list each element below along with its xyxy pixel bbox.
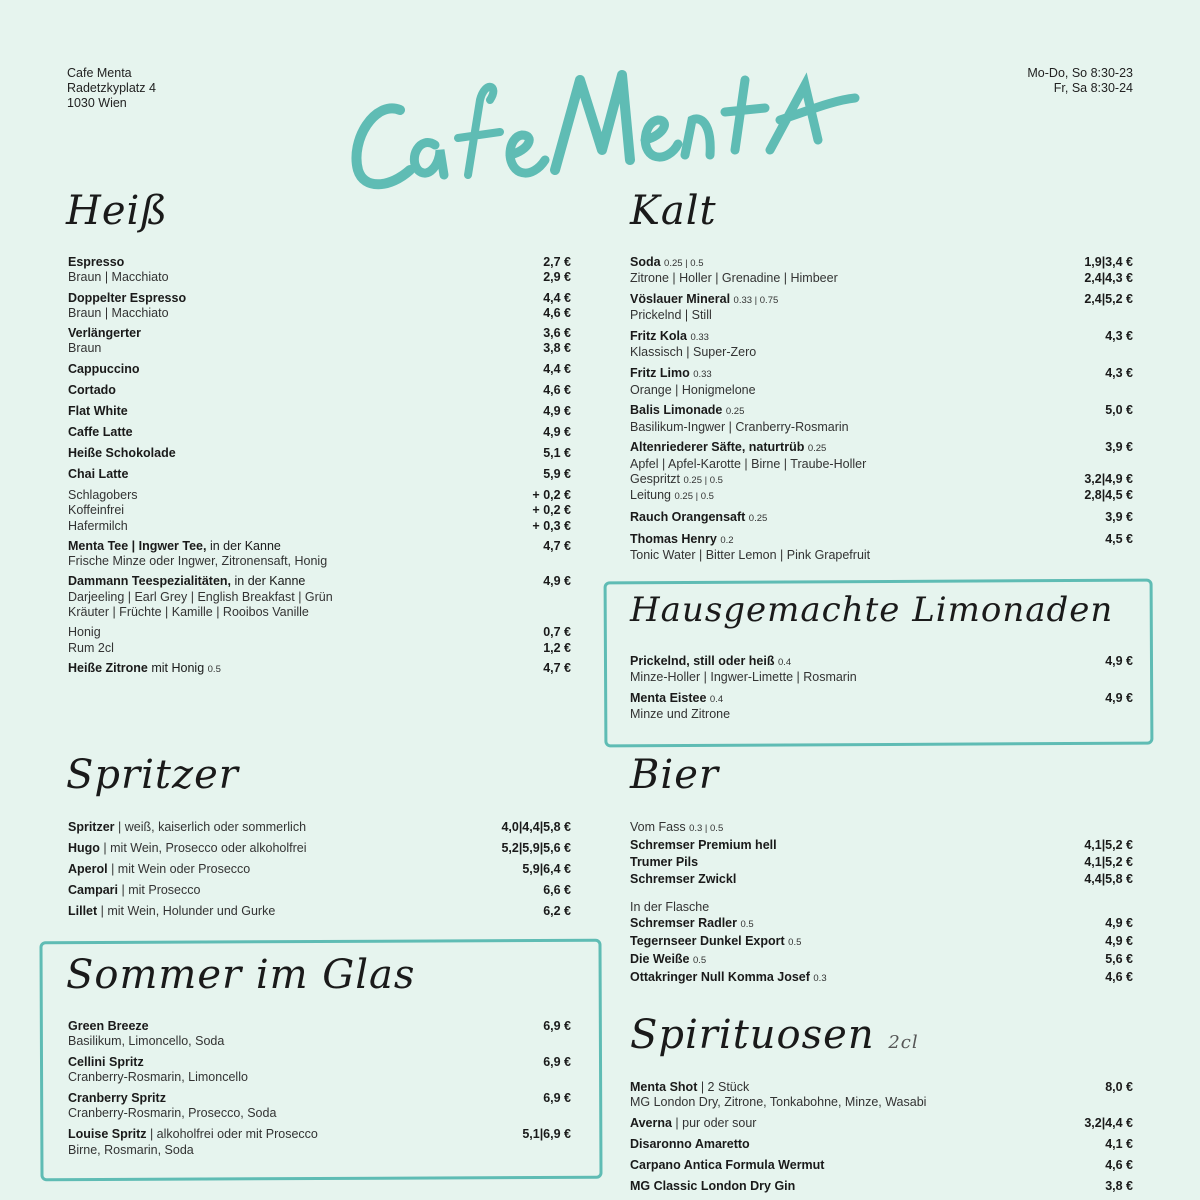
item-price: 4,6 € (1105, 970, 1133, 985)
menu-item (68, 841, 571, 856)
item-price: 2,4|5,2 € (1084, 292, 1133, 307)
menu-item (630, 1137, 1133, 1152)
extra-label: Schlagobers (68, 488, 138, 502)
hours-line: Mo-Do, So 8:30-23 (1027, 66, 1133, 80)
item-sub: Klassisch | Super-Zero (630, 345, 757, 360)
menu-item (630, 532, 1133, 564)
item-name: Spritzer (68, 820, 115, 834)
item-name: Vöslauer Mineral (630, 292, 731, 307)
item-name: Fritz Limo (630, 366, 690, 381)
item-name: Verlängerter (68, 326, 141, 341)
item-size: 0.5 (207, 663, 221, 675)
sommer-list (68, 1019, 571, 1158)
item-size: 0.25 | 0.5 (674, 491, 714, 503)
menu-item (68, 862, 571, 877)
item-name: Schremser Zwickl (630, 871, 737, 886)
item-sub: Braun (68, 341, 102, 356)
item-sub: Minze-Holler | Ingwer-Limette | Rosmarin (630, 670, 857, 685)
fass-label: Vom Fass (630, 820, 686, 834)
item-name: Aperol (68, 861, 108, 876)
item-sub-price: 2,9 € (543, 270, 571, 285)
item-name: Louise Spritz (68, 1127, 147, 1142)
item-price: 5,2|5,9|5,6 € (501, 840, 571, 855)
section-title-bier: Bier (630, 752, 719, 798)
menu-item (68, 362, 571, 377)
item-price: 3,9 € (1105, 510, 1133, 525)
item-price: 3,2|4,9 € (1084, 472, 1133, 487)
addon-label: Honig (68, 625, 101, 640)
item-price: 4,1|5,2 € (1084, 854, 1133, 869)
item-name: Rauch Orangensaft (630, 510, 746, 525)
item-price: 4,9 € (1105, 934, 1133, 949)
fass-size: 0.3 | 0.5 (689, 823, 724, 834)
item-desc: | mit Wein, Holunder und Gurke (97, 903, 276, 918)
item-name: Soda (630, 255, 661, 269)
item-name: Doppelter Espresso (68, 290, 187, 305)
cafe-menta-logo (340, 40, 870, 220)
addons-list (68, 625, 571, 656)
menu-item (68, 291, 571, 322)
item-sub: MG London Dry, Zitrone, Tonkabohne, Minze, Wasabi (630, 1095, 927, 1110)
item-size: 0.4 (709, 694, 724, 706)
menu-item (68, 446, 571, 461)
menu-item (68, 383, 571, 398)
item-label: Gespritzt (630, 472, 681, 487)
item-name: Menta Shot (630, 1080, 698, 1094)
menu-item (68, 425, 571, 440)
extra-label: Hafermilch (68, 518, 128, 533)
item-price: 3,8 € (1105, 1179, 1133, 1194)
menu-item (630, 952, 1133, 968)
item-price: 4,6 € (1105, 1158, 1133, 1173)
item-price: 5,0 € (1105, 403, 1133, 418)
extra-price: + 0,3 € (532, 518, 571, 533)
menu-item (630, 1179, 1133, 1194)
item-sub: Apfel | Apfel-Karotte | Birne | Traube-Holler (630, 456, 867, 471)
menu-item-tee (68, 539, 571, 570)
item-sub: Cranberry-Rosmarin, Limoncello (68, 1070, 248, 1085)
extras-list (68, 488, 571, 534)
item-name: Heiße Schokolade (68, 445, 176, 460)
item-size: 0.33 (690, 332, 709, 344)
item-price: 6,9 € (543, 1019, 571, 1033)
menu-item (630, 838, 1133, 853)
item-price: 4,4 € (543, 290, 571, 305)
section-title-kalt: Kalt (630, 188, 717, 234)
item-suffix: in der Kanne (206, 538, 281, 553)
item-name: Cellini Spritz (68, 1055, 144, 1070)
menu-item (68, 904, 571, 919)
item-sub-price: 2,4|4,3 € (1084, 271, 1133, 286)
item-price: 4,3 € (1105, 366, 1133, 381)
item-name: Carpano Antica Formula Wermut (630, 1158, 825, 1173)
heiss-list (68, 255, 571, 677)
item-size: 0.2 (720, 534, 734, 546)
item-price: 8,0 € (1105, 1080, 1133, 1094)
item-name: Prickelnd, still oder heiß (630, 654, 775, 668)
item-label: Leitung (630, 488, 672, 503)
item-size: 0.25 | 0.5 (664, 258, 704, 269)
extra-label: Koffeinfrei (68, 503, 125, 518)
menu-item (630, 654, 1133, 686)
menu-item (68, 255, 571, 286)
section-title-spritzer: Spritzer (66, 752, 239, 798)
item-size: 0.25 | 0.5 (683, 475, 723, 487)
item-sub: Basilikum-Ingwer | Cranberry-Rosmarin (630, 419, 849, 434)
item-name: Hugo (68, 840, 100, 855)
item-price: 4,4 € (543, 361, 571, 376)
item-name: Green Breeze (68, 1019, 149, 1033)
menu-item (630, 855, 1133, 870)
item-price: 4,9 € (1105, 916, 1133, 931)
menu-item (630, 970, 1133, 986)
item-name: Menta Eistee (630, 691, 707, 706)
item-desc: | alkoholfrei oder mit Prosecco (146, 1127, 318, 1142)
item-sub: Minze und Zitrone (630, 707, 731, 722)
item-name: Cranberry Spritz (68, 1091, 166, 1106)
item-name: Cappuccino (68, 361, 140, 376)
item-price: 4,9 € (543, 403, 571, 418)
section-title-heiss: Heiß (66, 188, 169, 234)
menu-item (630, 916, 1133, 932)
item-sub: Tonic Water | Bitter Lemon | Pink Grapefruit (630, 548, 871, 563)
bier-list (630, 820, 1133, 987)
item-name: Altenriederer Säfte, naturtrüb (630, 440, 805, 455)
menu-item (630, 872, 1133, 887)
address-line: Cafe Menta (67, 66, 132, 80)
menu-item (630, 1158, 1133, 1173)
kalt-list (630, 255, 1133, 564)
item-name: Balis Limonade (630, 403, 723, 418)
item-name: Dammann Teespezialitäten, (68, 574, 232, 589)
address-line: 1030 Wien (67, 96, 127, 110)
item-size: 0.25 (807, 443, 827, 455)
opening-hours (1027, 66, 1133, 96)
item-suffix: in der Kanne (231, 574, 306, 589)
menu-item (68, 326, 571, 357)
item-name: Thomas Henry (630, 531, 717, 546)
item-name: Flat White (68, 403, 128, 418)
item-name: Caffe Latte (68, 424, 133, 439)
item-name: Espresso (68, 255, 125, 269)
item-name: Schremser Premium hell (630, 837, 777, 852)
menu-item (68, 404, 571, 419)
item-desc: | mit Prosecco (118, 882, 201, 897)
addon-label: Rum 2cl (68, 640, 114, 655)
item-name: Chai Latte (68, 466, 129, 481)
item-sub: Braun | Macchiato (68, 270, 169, 285)
limonaden-list (630, 654, 1133, 723)
item-price: 5,9|6,4 € (522, 861, 571, 876)
item-price: 5,9 € (543, 466, 571, 481)
item-desc: | 2 Stück (697, 1080, 750, 1094)
item-sub: Darjeeling | Earl Grey | English Breakfast | Grün (68, 589, 333, 604)
item-price: 3,2|4,4 € (1084, 1116, 1133, 1131)
item-name: Menta Tee | Ingwer Tee, (68, 538, 207, 553)
item-price: 2,7 € (543, 255, 571, 269)
item-name: Trumer Pils (630, 854, 699, 869)
item-desc: | pur oder sour (671, 1116, 757, 1131)
item-sub: Prickelnd | Still (630, 308, 712, 323)
item-sub: Kräuter | Früchte | Kamille | Rooibos Vanille (68, 605, 309, 620)
bier-flasche-heading (630, 900, 1133, 915)
item-price: 1,9|3,4 € (1084, 255, 1133, 269)
item-name: MG Classic London Dry Gin (630, 1179, 796, 1194)
menu-item-zitrone (68, 661, 571, 677)
menu-item (630, 292, 1133, 324)
item-size: 0.33 | 0.75 (733, 295, 779, 307)
section-title-limonaden: Hausgemachte Limonaden (630, 590, 1114, 630)
address-line: Radetzkyplatz 4 (67, 81, 156, 95)
menu-item (630, 934, 1133, 950)
spirituosen-title-text: Spirituosen (630, 1012, 875, 1058)
item-sub: Basilikum, Limoncello, Soda (68, 1034, 225, 1049)
menu-item (630, 255, 1133, 287)
item-price: 6,9 € (543, 1091, 571, 1106)
flasche-label: In der Flasche (630, 899, 710, 914)
menu-item (630, 329, 1133, 361)
item-price: 5,6 € (1105, 952, 1133, 967)
item-size: 0.5 (788, 937, 802, 949)
item-price: 4,9 € (543, 424, 571, 439)
item-sub: Braun | Macchiato (68, 305, 169, 320)
spirituosen-list (630, 1080, 1133, 1194)
menu-item (68, 1055, 571, 1086)
item-size: 0.3 (813, 973, 827, 985)
item-price: 3,9 € (1105, 440, 1133, 455)
item-name: Tegernseer Dunkel Export (630, 934, 785, 949)
extra-price: + 0,2 € (532, 488, 571, 502)
item-size: 0.4 (777, 657, 792, 668)
item-name: Die Weiße (630, 952, 690, 967)
addon-price: 1,2 € (543, 640, 571, 655)
item-price: 4,1|5,2 € (1084, 837, 1133, 852)
item-price: 6,2 € (543, 903, 571, 918)
item-price: 3,6 € (543, 326, 571, 341)
menu-item (68, 1091, 571, 1122)
item-sub: Orange | Honigmelone (630, 382, 756, 397)
item-desc: | weiß, kaiserlich oder sommerlich (114, 820, 307, 834)
menu-item (630, 366, 1133, 398)
item-price: 4,0|4,4|5,8 € (501, 820, 571, 834)
item-price: 4,4|5,8 € (1084, 871, 1133, 886)
spritzer-list (68, 820, 571, 919)
menu-item (630, 1116, 1133, 1131)
menu-item (630, 691, 1133, 723)
item-size: 0.5 (740, 919, 754, 931)
item-sub: Zitrone | Holler | Grenadine | Himbeer (630, 271, 838, 286)
item-price: 6,6 € (543, 882, 571, 897)
item-price: 4,1 € (1105, 1137, 1133, 1152)
item-price: 2,8|4,5 € (1084, 488, 1133, 503)
menu-item (68, 820, 571, 835)
item-size: 0.33 (693, 369, 712, 381)
item-name: Lillet (68, 903, 98, 918)
item-desc: | mit Wein oder Prosecco (107, 861, 251, 876)
item-size: 0.25 (725, 406, 745, 418)
item-sub-price: 3,8 € (543, 341, 571, 356)
item-name: Fritz Kola (630, 329, 687, 344)
item-price: 4,5 € (1105, 531, 1133, 546)
item-price: 6,9 € (543, 1055, 571, 1070)
item-name: Disaronno Amaretto (630, 1137, 750, 1152)
item-name: Averna (630, 1116, 672, 1131)
item-price: 5,1|6,9 € (522, 1127, 571, 1142)
item-sub-price: 4,6 € (543, 305, 571, 320)
menu-item (68, 1127, 571, 1158)
item-name: Heiße Zitrone (68, 660, 148, 675)
item-name: Schremser Radler (630, 916, 738, 931)
item-suffix: mit Honig (147, 660, 205, 675)
section-title-spirituosen (630, 1012, 919, 1058)
item-sub: Birne, Rosmarin, Soda (68, 1142, 194, 1157)
menu-item (68, 1019, 571, 1050)
addon-price: 0,7 € (543, 625, 571, 640)
item-price: 4,7 € (543, 660, 571, 675)
item-name: Campari (68, 882, 119, 897)
item-price: 4,9 € (543, 574, 571, 589)
item-size: 0.25 (748, 513, 768, 525)
item-desc: | mit Wein, Prosecco oder alkoholfrei (99, 840, 307, 855)
item-price: 4,6 € (543, 382, 571, 397)
item-sub: Frische Minze oder Ingwer, Zitronensaft, Honig (68, 554, 328, 569)
item-name: Ottakringer Null Komma Josef (630, 970, 810, 985)
menu-item (68, 883, 571, 898)
item-size: 0.5 (693, 955, 707, 967)
menu-item-dammann (68, 574, 571, 620)
item-sub: Cranberry-Rosmarin, Prosecco, Soda (68, 1106, 277, 1121)
item-price: 4,3 € (1105, 329, 1133, 344)
menu-item (630, 440, 1133, 504)
extra-price: + 0,2 € (532, 503, 571, 518)
item-price: 4,9 € (1105, 691, 1133, 706)
bier-fass-heading (630, 820, 1133, 836)
cafe-address (67, 66, 156, 111)
menu-item (630, 1080, 1133, 1111)
menu-item (630, 403, 1133, 435)
item-price: 4,9 € (1105, 654, 1133, 668)
menu-item (68, 467, 571, 482)
spirituosen-title-size: 2cl (888, 1032, 919, 1053)
section-title-sommer: Sommer im Glas (66, 952, 416, 998)
item-price: 5,1 € (543, 445, 571, 460)
hours-line: Fr, Sa 8:30-24 (1053, 81, 1133, 95)
item-price: 4,7 € (543, 538, 571, 553)
item-name: Cortado (68, 382, 116, 397)
menu-item (630, 510, 1133, 526)
